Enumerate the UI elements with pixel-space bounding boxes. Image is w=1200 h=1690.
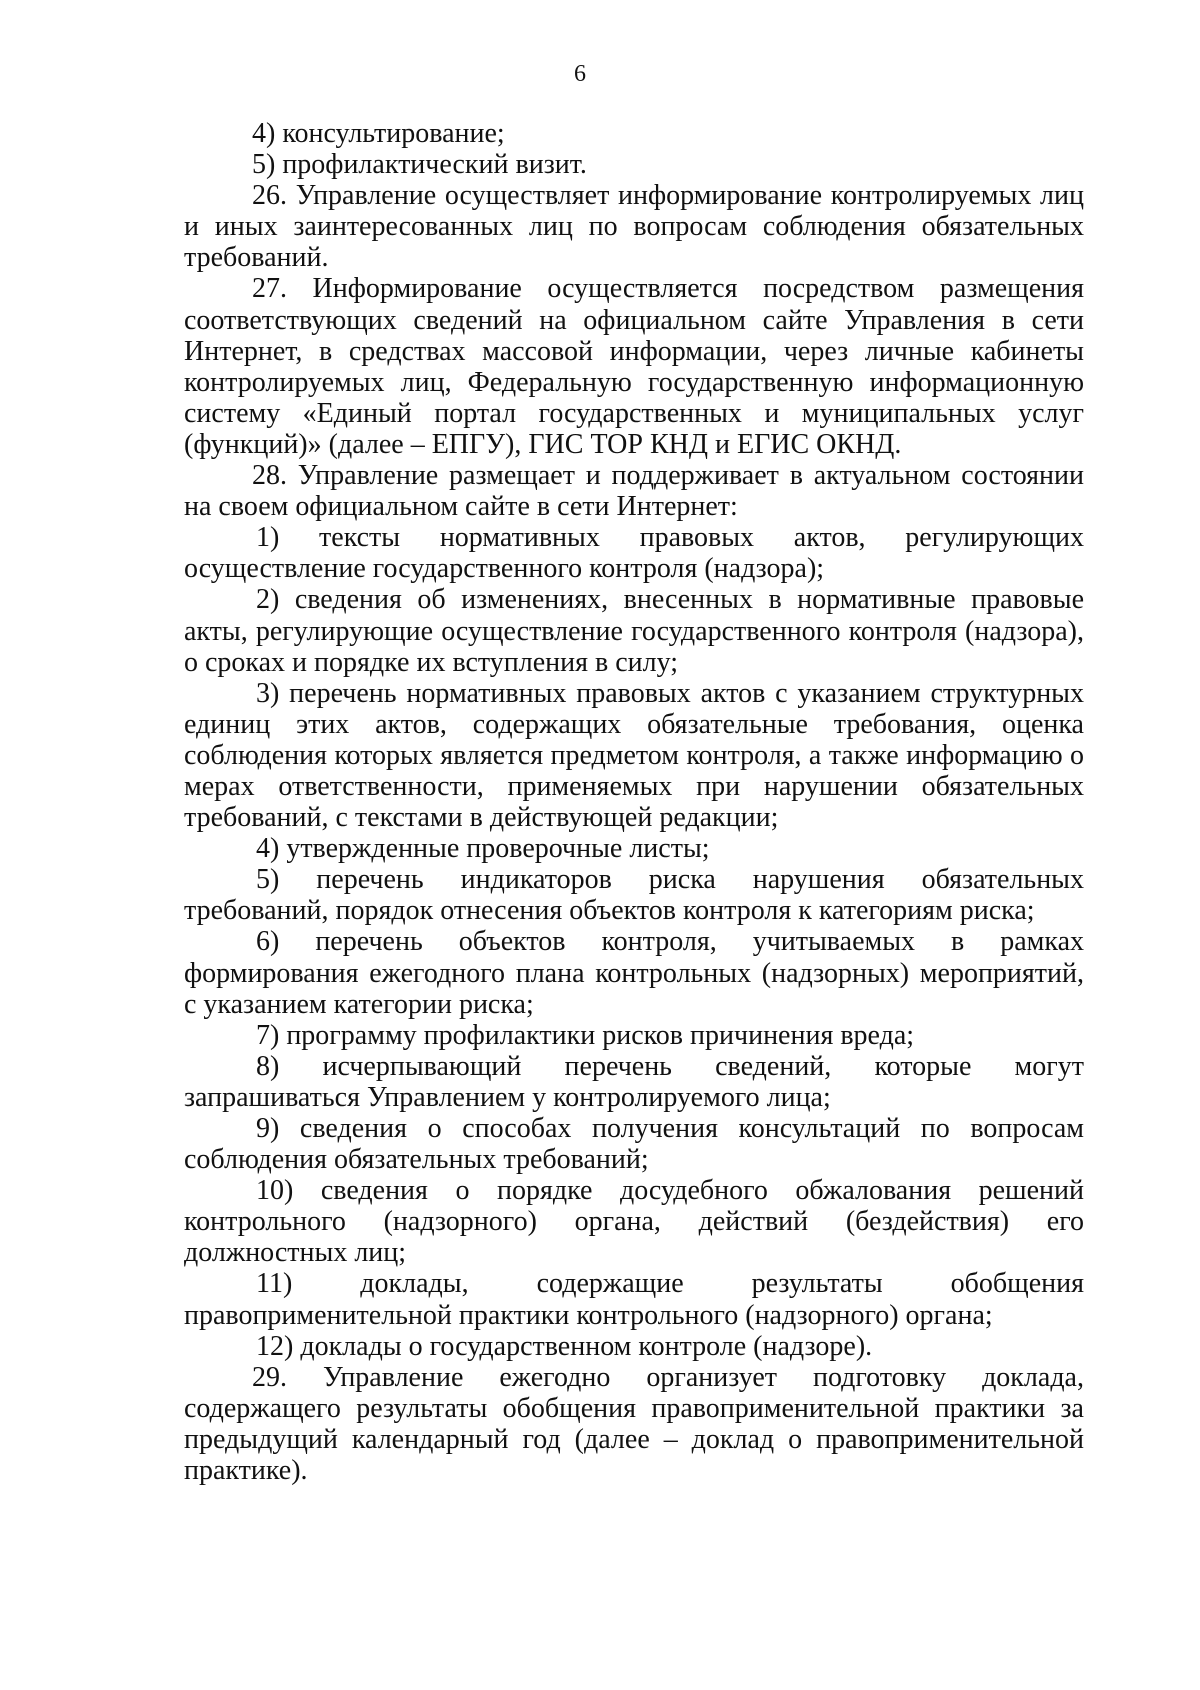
paragraph-27: 27. Информирование осуществляется посредством размещения соответствующих сведений на официальном сайте Управления в сети Интернет, в средствах массовой информации, через личные кабинеты контролируемых лиц, Федеральную государственную информационную систему «Единый портал государственных и муниципальных услуг (функций)» (далее – ЕПГУ), ГИС ТОР КНД и ЕГИС ОКНД. (184, 273, 1084, 460)
paragraph-26: 26. Управление осуществляет информирование контролируемых лиц и иных заинтересованных лиц по вопросам соблюдения обязательных требований. (184, 180, 1084, 274)
paragraph-28: 28. Управление размещает и поддерживает в актуальном состоянии на своем официальном сайте в сети Интернет: (184, 460, 1084, 523)
list-item: 2) сведения об изменениях, внесенных в нормативные правовые акты, регулирующие осуществление государственного контроля (надзора), о сроках и порядке их вступления в силу; (184, 584, 1084, 678)
list-item: 10) сведения о порядке досудебного обжалования решений контрольного (надзорного) органа, действий (бездействия) его должностных лиц; (184, 1175, 1084, 1269)
list-item: 11) доклады, содержащие результаты обобщения правоприменительной практики контрольного (надзорного) органа; (184, 1268, 1084, 1331)
list-item: 8) исчерпывающий перечень сведений, которые могут запрашиваться Управлением у контролируемого лица; (184, 1050, 1084, 1113)
page-number: 6 (574, 61, 586, 87)
list-item: 1) тексты нормативных правовых актов, регулирующих осуществление государственного контроля (надзора); (184, 522, 1084, 585)
list-item: 7) программу профилактики рисков причинения вреда; (256, 1019, 915, 1051)
list-item: 4) консультирование; (252, 118, 505, 149)
list-item: 4) утвержденные проверочные листы; (256, 833, 710, 865)
list-item: 5) перечень индикаторов риска нарушения обязательных требований, порядок отнесения объектов контроля к категориям риска; (184, 864, 1084, 927)
paragraph-29: 29. Управление ежегодно организует подготовку доклада, содержащего результаты обобщения правоприменительной практики за предыдущий календарный год (далее – доклад о правоприменительной практике). (184, 1361, 1084, 1487)
list-item: 9) сведения о способах получения консультаций по вопросам соблюдения обязательных требований; (184, 1113, 1084, 1176)
list-item: 5) профилактический визит. (252, 149, 587, 181)
document-body (184, 118, 1084, 1486)
list-item: 3) перечень нормативных правовых актов с указанием структурных единиц этих актов, содержащих обязательные требования, оценка соблюдения которых является предметом контроля, а также информацию о мерах ответственности, применяемых при нарушении обязательных требований, с текстами в действующей редакции; (184, 677, 1084, 834)
list-item: 12) доклады о государственном контроле (надзоре). (256, 1330, 873, 1362)
list-item: 6) перечень объектов контроля, учитываемых в рамках формирования ежегодного плана контрольных (надзорных) мероприятий, с указанием категории риска; (184, 926, 1084, 1020)
